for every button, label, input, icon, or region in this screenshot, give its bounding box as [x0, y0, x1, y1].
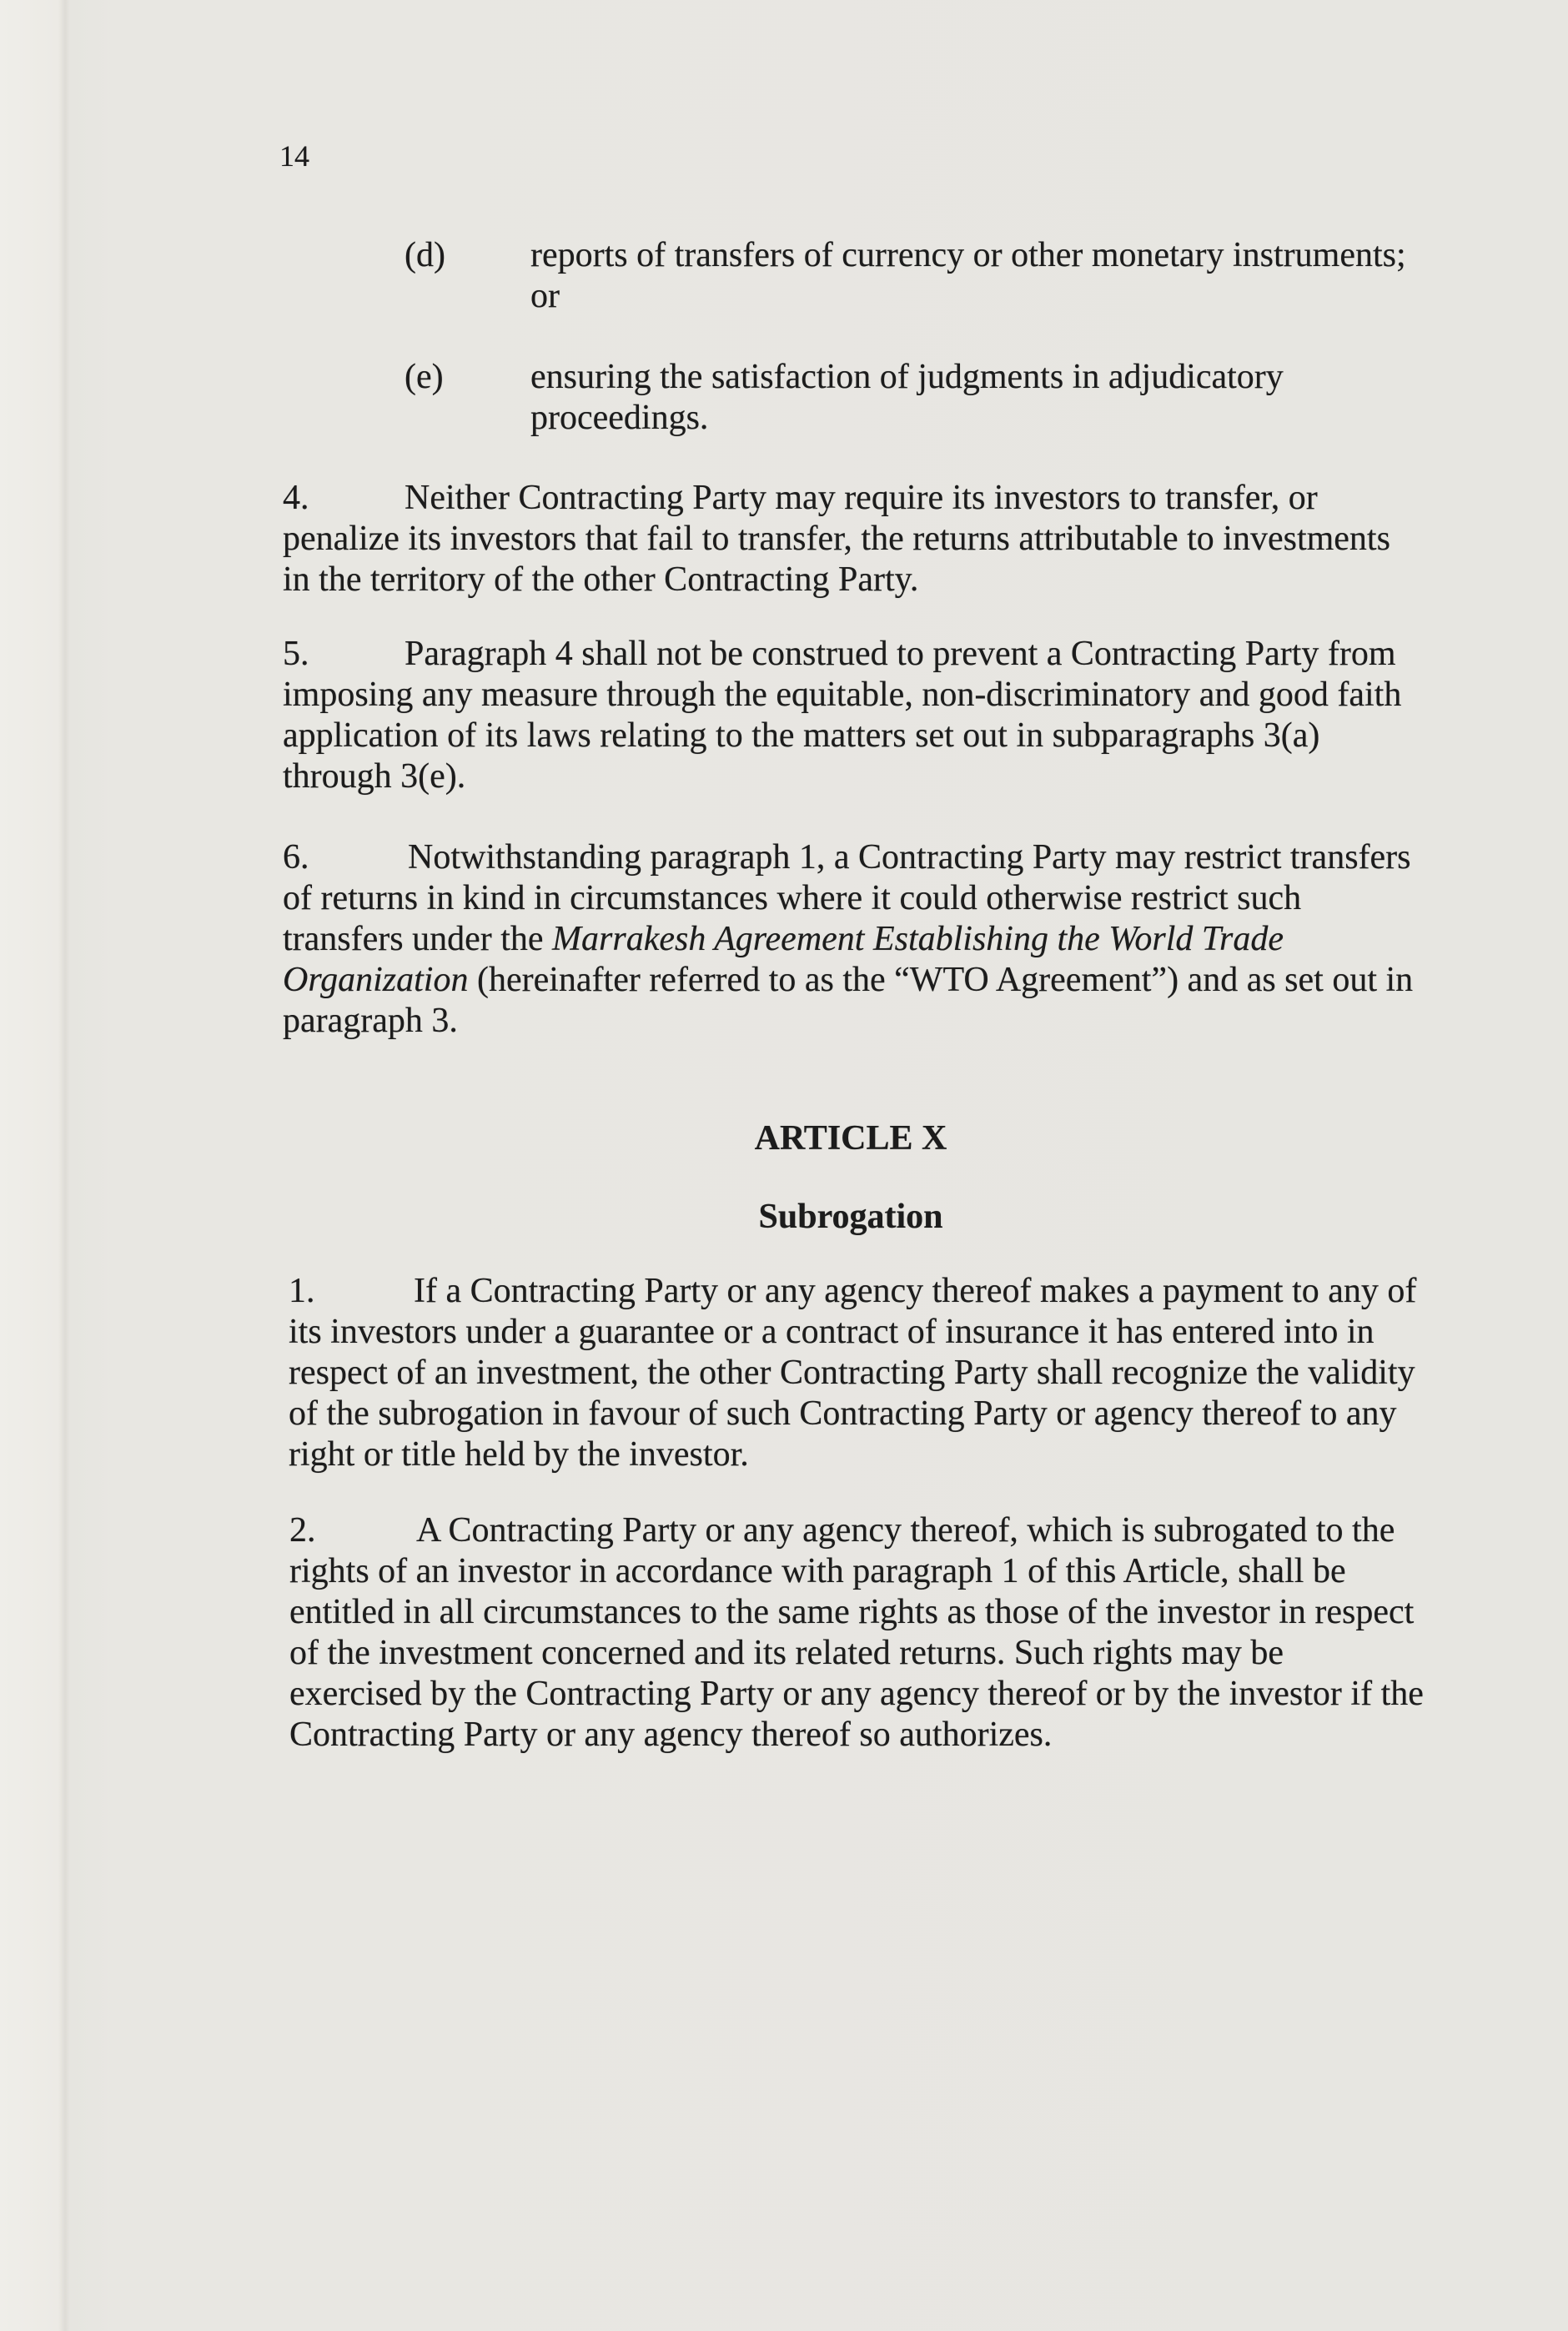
paragraph-number: 1. [289, 1272, 315, 1310]
paragraph-line: imposing any measure through the equitable, non-discriminatory and good faith [283, 676, 1402, 714]
subparagraph-line: ensuring the satisfaction of judgments in adjudicatory [530, 358, 1284, 396]
paragraph-line: rights of an investor in accordance with paragraph 1 of this Article, shall be [289, 1552, 1346, 1590]
agreement-title-italic: Marrakesh Agreement Establishing the World Trade [552, 920, 1284, 958]
paragraph-line: of the subrogation in favour of such Contracting Party or agency thereof to any [289, 1394, 1397, 1433]
paragraph-line [283, 919, 1413, 960]
transfers-paragraph-6 [283, 837, 1413, 1042]
paragraph-line: Paragraph 4 shall not be construed to prevent a Contracting Party from [405, 635, 1396, 673]
subparagraph-line: proceedings. [530, 399, 709, 437]
subparagraph-line: or [530, 277, 560, 315]
subparagraph-text [530, 235, 1406, 317]
paragraph-line: application of its laws relating to the matters set out in subparagraphs 3(a) [283, 716, 1320, 755]
agreement-title-italic: Organization [283, 961, 469, 999]
paragraph-number: 2. [289, 1511, 316, 1550]
paragraph-line: paragraph 3. [283, 1002, 458, 1040]
subparagraph-line: reports of transfers of currency or other monetary instruments; [530, 236, 1406, 274]
subparagraph-label: (e) [405, 358, 444, 396]
paragraph-line: penalize its investors that fail to transfer, the returns attributable to investments [283, 520, 1390, 558]
paragraph-number: 5. [283, 635, 309, 673]
paragraph-line: Notwithstanding paragraph 1, a Contracting Party may restrict transfers [408, 838, 1411, 877]
paragraph-line: right or title held by the investor. [289, 1435, 749, 1474]
paragraph-number: 6. [283, 838, 309, 877]
paragraph-line: of the investment concerned and its related returns. Such rights may be [289, 1634, 1284, 1672]
line-text: (hereinafter referred to as the “WTO Agreement”) and as set out in [468, 961, 1414, 999]
subrogation-paragraph-2 [289, 1510, 1424, 1756]
line-text: transfers under the [283, 920, 553, 958]
subparagraph-label: (d) [405, 236, 445, 274]
paragraph-line: entitled in all circumstances to the same rights as those of the investor in respect [289, 1593, 1415, 1631]
paragraph-line: A Contracting Party or any agency thereof, which is subrogated to the [416, 1511, 1395, 1550]
paragraph-line: If a Contracting Party or any agency thereof makes a payment to any of [414, 1272, 1417, 1310]
paragraph-line: of returns in kind in circumstances where it could otherwise restrict such [283, 879, 1302, 917]
paragraph-line: Neither Contracting Party may require its investors to transfer, or [405, 479, 1318, 517]
paragraph-line: Contracting Party or any agency thereof so authorizes. [289, 1716, 1053, 1754]
paragraph-number: 4. [283, 479, 309, 517]
paragraph-line: through 3(e). [283, 757, 466, 796]
article-heading: ARTICLE X [754, 1119, 947, 1158]
transfers-paragraph-5 [283, 634, 1401, 797]
subparagraph-text [530, 357, 1284, 439]
paragraph-line [283, 960, 1413, 1001]
transfers-paragraph-4 [283, 478, 1390, 600]
paragraph-line: in the territory of the other Contracting Party. [283, 560, 919, 599]
page-number: 14 [279, 139, 309, 173]
paragraph-line: respect of an investment, the other Contracting Party shall recognize the validity [289, 1354, 1415, 1392]
article-title: Subrogation [758, 1198, 943, 1236]
paragraph-line: its investors under a guarantee or a contract of insurance it has entered into in [289, 1313, 1375, 1351]
subrogation-paragraph-1 [289, 1271, 1416, 1475]
paragraph-line: exercised by the Contracting Party or any agency thereof or by the investor if the [289, 1675, 1424, 1713]
